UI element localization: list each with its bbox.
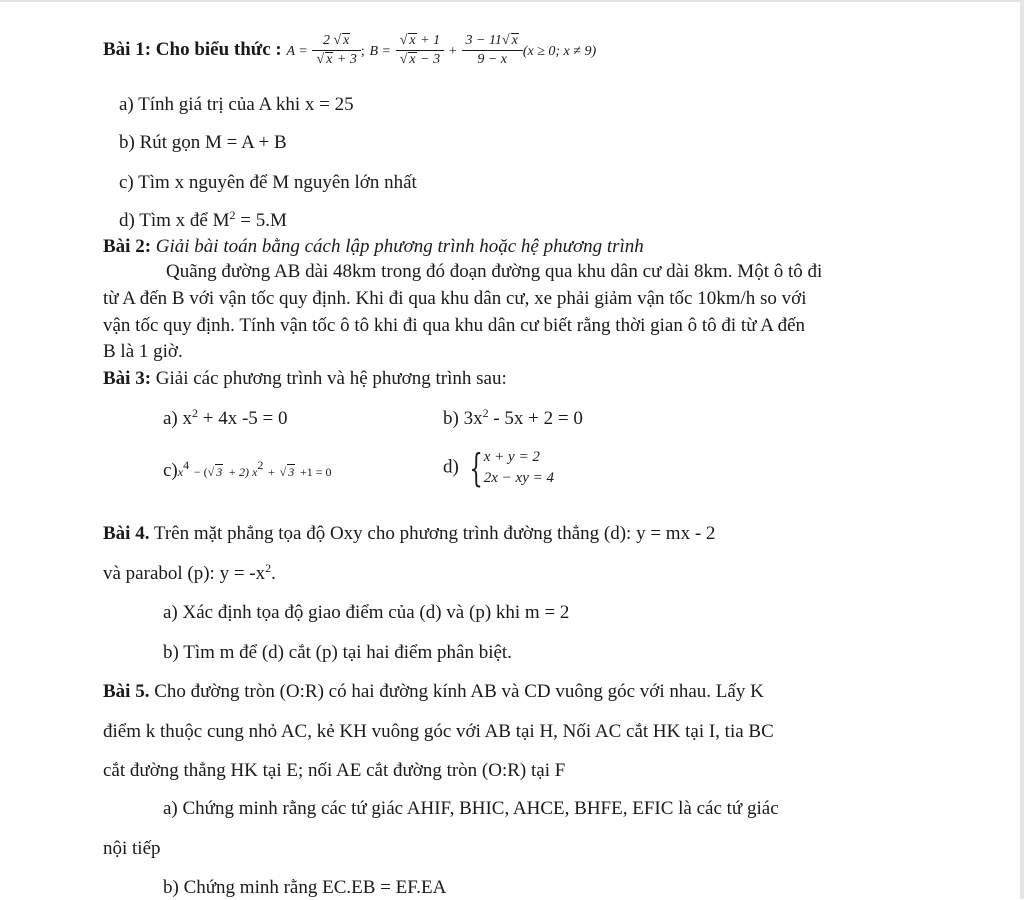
problem-4-question-b: b) Tìm m để (d) cắt (p) tại hai điểm phân biệt.	[163, 642, 512, 663]
eq-c-root-2: 3	[288, 465, 295, 479]
eq-a-rest: + 4x -5 = 0	[202, 408, 288, 429]
problem-4-text-1: Trên mặt phẳng tọa độ Oxy cho phương trình đường thẳng (d): y = mx - 2	[153, 523, 716, 544]
problem-5-text-1: Cho đường tròn (O:R) có hai đường kính AB và CD vuông góc với nhau. Lấy K	[154, 681, 764, 702]
problem-2-line-4: B là 1 giờ.	[103, 341, 183, 362]
question-d-exponent: 2	[229, 208, 236, 222]
eq-b-exponent: 2	[482, 406, 489, 420]
problem-2-line-2: từ A đến B với vận tốc quy định. Khi đi qua khu dân cư, xe phải giảm vận tốc 10km/h so với	[103, 288, 807, 309]
system-brace-icon: {	[469, 446, 483, 490]
expr-b1-num-root: x	[409, 33, 416, 48]
problem-1-question-c: c) Tìm x nguyên để M nguyên lớn nhất	[119, 172, 417, 193]
expression-condition: (x ≥ 0; x ≠ 9)	[522, 43, 597, 59]
expr-b2-den: 9 − x	[477, 52, 507, 67]
problem-5-question-a-line-1: a) Chứng minh rằng các tứ giác AHIF, BHIC, AHCE, BHFE, EFIC là các tứ giác	[163, 798, 779, 819]
eq-b-rest: - 5x + 2 = 0	[493, 408, 583, 429]
problem-1-question-a: a) Tính giá trị của A khi x = 25	[119, 94, 354, 115]
problem-5-label: Bài 5.	[103, 681, 150, 702]
problem-2-title: Giải bài toán bằng cách lập phương trình hoặc hệ phương trình	[155, 236, 644, 257]
eq-d-label: d)	[443, 456, 459, 478]
problem-4-exponent: 2	[265, 561, 272, 575]
problem-5-line-3: cắt đường thẳng HK tại E; nối AE cắt đường tròn (O:R) tại F	[103, 760, 566, 781]
problem-5-line-2: điểm k thuộc cung nhỏ AC, kẻ KH vuông góc với AB tại H, Nối AC cắt HK tại I, tia BC	[103, 721, 774, 742]
problem-4-question-a: a) Xác định tọa độ giao điểm của (d) và (p) khi m = 2	[163, 602, 570, 623]
expr-a-num-root: x	[343, 33, 350, 48]
problem-2-line-1: Quãng đường AB dài 48km trong đó đoạn đường qua khu dân cư dài 8km. Một ô tô đi	[166, 261, 823, 282]
question-d-rest: = 5.M	[240, 210, 287, 231]
expr-b1-den-root: x	[409, 52, 416, 67]
eq-c-x: x	[177, 465, 184, 479]
eq-c-x2-exponent: 2	[257, 458, 264, 472]
expression-b-fraction-1: $\frac{√ x + 1}{√ x - 3}$	[396, 33, 444, 68]
system-equation-1: x + y = 2	[483, 449, 540, 465]
expr-a-den-rest: + 3	[336, 52, 357, 67]
eq-b-text: b) 3x	[443, 408, 483, 429]
eq-c-x-exponent: 4	[183, 458, 190, 472]
problem-3-label: Bài 3:	[103, 368, 152, 389]
problem-3-title: Giải các phương trình và hệ phương trình sau:	[155, 368, 507, 389]
problem-5-question-b: b) Chứng minh rằng EC.EB = EF.EA	[163, 877, 447, 898]
problem-3-heading	[103, 367, 507, 391]
problem-3-eq-a	[163, 407, 288, 431]
problem-3-system-d	[443, 447, 554, 489]
expression-b-name: B =	[369, 43, 391, 59]
eq-a-exponent: 2	[192, 406, 199, 420]
eq-c-end: +1 = 0	[300, 465, 332, 479]
problem-5-question-a-line-2: nội tiếp	[103, 838, 161, 859]
problem-3-eq-b	[443, 407, 583, 431]
expr-b1-num-rest: + 1	[420, 33, 441, 48]
problem-3-eq-c: $c)x^4$ − (√ 3 + 2) $x^2$ + √ 3 +1 = 0	[163, 458, 332, 481]
problem-4-label: Bài 4.	[103, 523, 150, 544]
problem-4-line-1	[103, 522, 715, 546]
expr-a-num: 2	[322, 33, 330, 48]
eq-a-text: a) x	[163, 408, 193, 429]
problem-1-heading	[103, 33, 596, 68]
problem-2-heading	[103, 235, 644, 259]
expr-separator: ;	[360, 43, 365, 59]
problem-1-intro: Cho biểu thức :	[155, 38, 282, 60]
system-equation-2: 2x − xy = 4	[483, 470, 554, 486]
problem-5-line-1	[103, 680, 764, 704]
expr-b2-num-lead: 3 − 11	[465, 33, 502, 48]
problem-1-label: Bài 1:	[103, 38, 152, 60]
problem-4-period: .	[271, 563, 276, 584]
eq-c-mid-2: + 2) x	[227, 465, 258, 479]
expr-a-den-root: x	[326, 52, 333, 67]
expr-plus: +	[448, 43, 457, 59]
problem-4-text-2: và parabol (p): y = -x	[103, 563, 266, 584]
expression-a-fraction: $\frac{2 √ x}{√ x + 3}$	[312, 33, 360, 68]
eq-c-mid: − (	[193, 465, 208, 479]
page-right-border	[1020, 0, 1024, 899]
problem-4-line-2	[103, 562, 276, 586]
problem-2-line-3: vận tốc quy định. Tính vận tốc ô tô khi đi qua khu dân cư biết rằng thời gian ô tô đi từ A đến	[103, 315, 806, 336]
expression-b-fraction-2: $\frac{3 - 11√ x}{9 - x}$	[462, 33, 523, 68]
eq-c-label: c)	[163, 460, 178, 481]
system-equations	[484, 447, 554, 489]
problem-1-question-b: b) Rút gọn M = A + B	[119, 132, 287, 153]
page-top-border	[0, 0, 1024, 2]
problem-1-question-d	[119, 209, 287, 233]
eq-c-root-1: 3	[216, 465, 223, 479]
eq-c-plus: +	[268, 465, 275, 479]
expr-b1-den-rest: − 3	[420, 52, 441, 67]
question-d-text: d) Tìm x để M	[119, 210, 230, 231]
expr-b2-num-root: x	[511, 33, 518, 48]
problem-2-label: Bài 2:	[103, 236, 152, 257]
expression-a-name: A =	[286, 43, 308, 59]
